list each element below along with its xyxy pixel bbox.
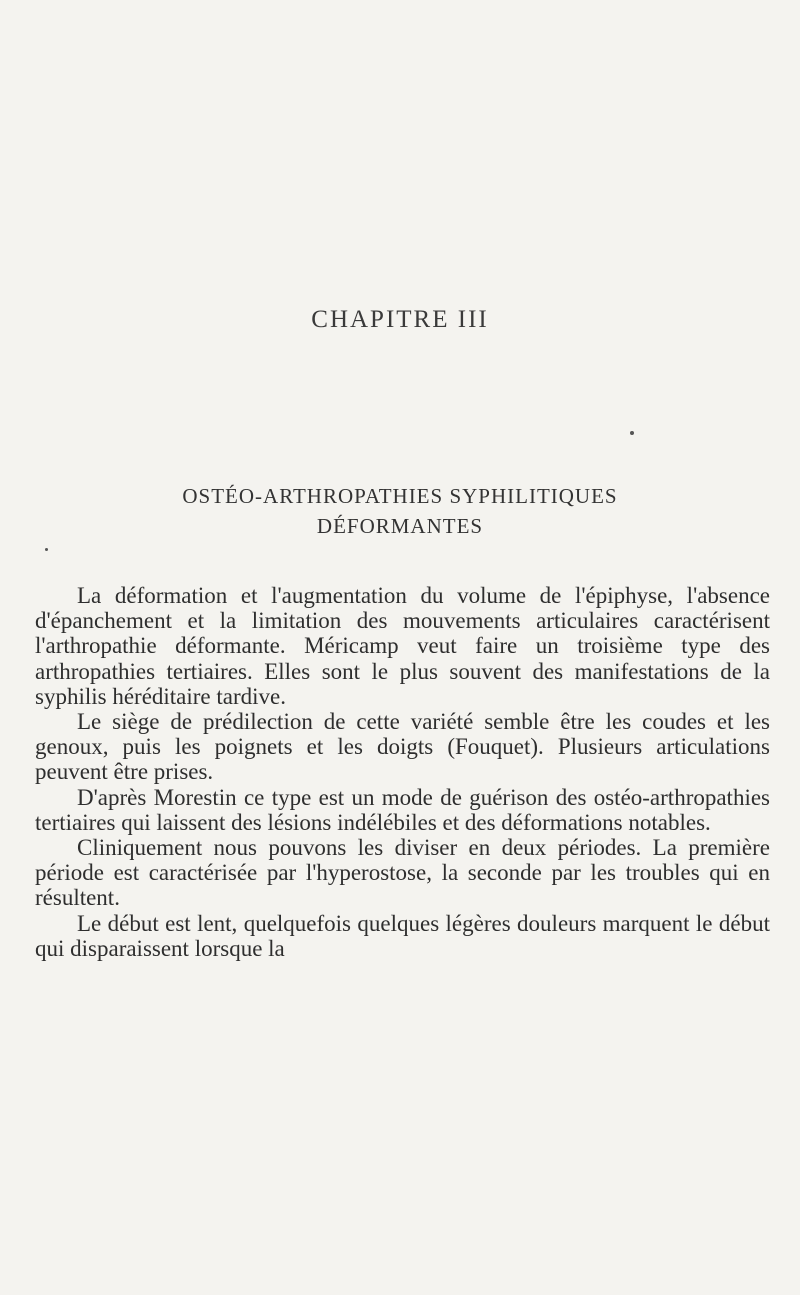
chapter-heading: CHAPITRE III — [311, 306, 489, 333]
body-text — [35, 583, 770, 961]
paragraph: D'après Morestin ce type est un mode de guérison des ostéo-arthropathies tertiaires qui laissent des lésions indélébiles et des déformations notables. — [35, 784, 770, 835]
paragraph: Le début est lent, quelquefois quelques légères douleurs marquent le début qui disparaissent lorsque la — [35, 910, 770, 961]
chapter-title-line-2: DÉFORMANTES — [316, 514, 484, 538]
paragraph: Cliniquement nous pouvons les diviser en deux périodes. La première période est caractérisée par l'hyperostose, la seconde par les troubles qui en résultent. — [35, 835, 770, 911]
print-speck — [45, 548, 48, 551]
chapter-title-line-1: OSTÉO-ARTHROPATHIES SYPHILITIQUES — [182, 484, 618, 508]
print-speck — [630, 431, 634, 435]
paragraph: La déformation et l'augmentation du volume de l'épiphyse, l'absence d'épanchement et la limitation des mouvements articulaires caractérisent l'arthropathie déformante. Méricamp veut faire un troisième type des arthropathies tertiaires. Elles sont le plus souvent des manifestations de la syphilis héréditaire tardive. — [35, 583, 770, 709]
paragraph: Le siège de prédilection de cette variété semble être les coudes et les genoux, puis les poignets et les doigts (Fouquet). Plusieurs articulations peuvent être prises. — [35, 709, 770, 785]
